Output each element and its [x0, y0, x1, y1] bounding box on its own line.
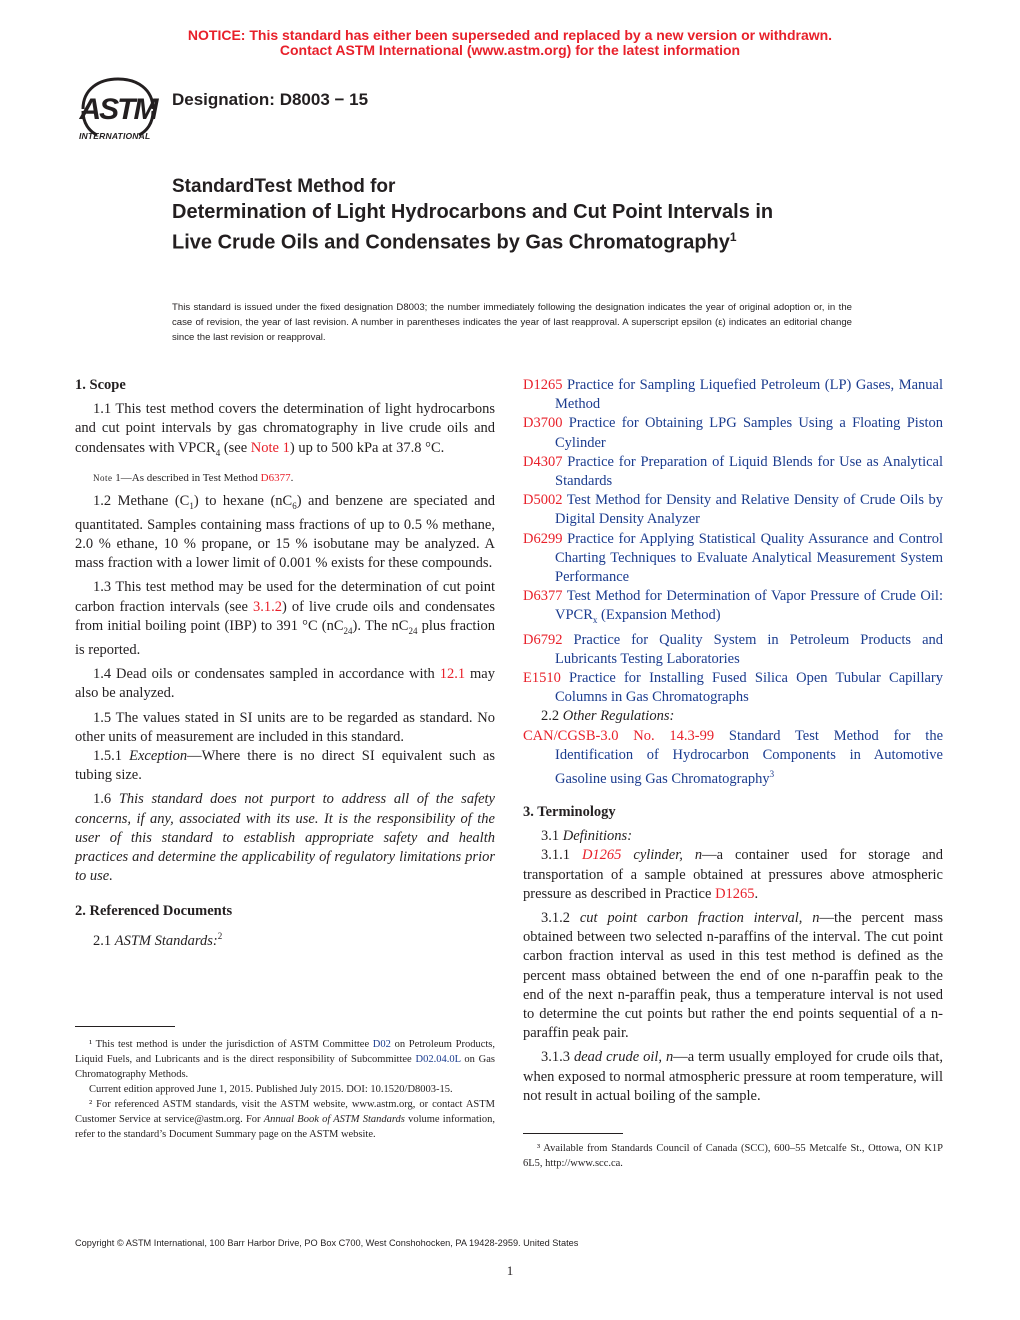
reference-item — [523, 530, 943, 588]
ref-code-link[interactable]: D6792 — [523, 631, 563, 648]
title-main: Determination of Light Hydrocarbons and Cut Point Intervals in Live Crude Oils and Condensates by Gas Chromatography — [172, 201, 774, 254]
document-title — [172, 200, 792, 256]
para-1-5-1: 1.5.1 Exception—Where there is no direct SI equivalent such as tubing size. — [75, 747, 495, 784]
designation — [172, 90, 368, 110]
ref-code-link[interactable]: D6377 — [523, 588, 563, 605]
ref-title-link[interactable]: Practice for Obtaining LPG Samples Using a Floating Piston Cylinder — [555, 415, 943, 451]
ref-code-link[interactable]: D6299 — [523, 530, 563, 547]
notice-line-1: NOTICE: This standard has either been superseded and replaced by a new version or withdrawn. — [187, 27, 833, 43]
ref-title-link[interactable]: Test Method for Determination of Vapor Pressure of Crude Oil: $VPCR_x$ (Expansion Method) — [555, 588, 943, 626]
reference-item — [523, 669, 943, 707]
link-d02-04-0l[interactable]: D02.04.0L — [415, 1054, 461, 1065]
reference-list — [523, 376, 943, 707]
right-column — [523, 376, 943, 1106]
reference-item — [523, 631, 943, 669]
reference-item-can — [523, 727, 943, 789]
reference-item — [523, 376, 943, 414]
link-note-1[interactable]: Note 1 — [250, 439, 290, 456]
copyright: Copyright © ASTM International, 100 Barr Harbor Drive, PO Box C700, West Conshohocken, PA 19428-2959. United States — [75, 1238, 579, 1248]
footnote-rule-right — [523, 1133, 623, 1134]
footnote-2: ² For referenced ASTM standards, visit the ASTM website, www.astm.org, or contact ASTM Customer Service at service@astm.org. For Annual Book of ASTM Standards volume information, refer to the standard’s Document Summary page on the ASTM website. — [75, 1099, 495, 1140]
section-heading-terminology: 3. Terminology — [523, 803, 616, 820]
footnote-3: ³ Available from Standards Council of Canada (SCC), 600–55 Metcalfe St., Ottowa, ON K1P 6L5, http://www.scc.ca. — [523, 1143, 943, 1169]
para-1-5: 1.5 The values stated in SI units are to be regarded as standard. No other units of measurement are included in this standard. — [75, 709, 495, 745]
ref-code-link[interactable]: D4307 — [523, 453, 563, 470]
para-1-3: 1.3 This test method may be used for the determination of cut point carbon fraction intervals (see 3.1.2) of live crude oils and condensates from initial boiling point (IBP) to 391 °C $(nC_{24})$. The $nC_{24}$ plus fraction is reported. — [75, 579, 495, 658]
title-footnote-mark: 1 — [729, 230, 737, 244]
para-3-1-1: 3.1.1 D1265 cylinder, n—a container used for storage and transportation of a sample obtained at pressures above atmospheric pressure as described in Practice D1265. — [523, 847, 943, 902]
note-1: Note 1—As described in Test Method D6377. — [93, 471, 294, 484]
designation-label: Designation: — [172, 90, 275, 109]
para-3-1-3: 3.1.3 dead crude oil, n—a term usually employed for crude oils that, when exposed to normal atmospheric pressure at room temperature, will not result in actual boiling of the sample. — [523, 1049, 943, 1104]
reference-item — [523, 491, 943, 529]
footnote-rule-left — [75, 1026, 175, 1027]
astm-mark: ASTM — [79, 93, 157, 126]
ref-code-link-can[interactable]: CAN/CGSB-3.0 No. 14.3-99 — [523, 727, 715, 744]
ref-title-link-can[interactable]: Standard Test Method for the Identification of Hydrocarbon Components in Automotive Gasoline using Gas Chromatography$^3$ — [555, 727, 943, 787]
issued-note: This standard is issued under the fixed designation D8003; the number immediately following the designation indicates the year of original adoption or, in the case of revision, the year of last revision. A number in parentheses indicates the year of last reapproval. A superscript epsilon (ε) indicates an editorial change since the last revision or reapproval. — [172, 302, 852, 343]
title-line-1: StandardTest Method for — [172, 176, 396, 197]
footnotes-left — [75, 1037, 495, 1142]
link-3-1-2[interactable]: 3.1.2 — [252, 598, 282, 615]
page-number: 1 — [506, 1263, 514, 1278]
ref-title-link[interactable]: Practice for Installing Fused Silica Open Tubular Capillary Columns in Gas Chromatographs — [555, 669, 943, 706]
section-heading-referenced-documents: 2. Referenced Documents — [75, 903, 233, 920]
designation-number: D8003 − 15 — [279, 90, 369, 109]
reference-item — [523, 414, 943, 452]
ref-code-link[interactable]: D1265 — [523, 377, 563, 393]
ref-title-link[interactable]: Practice for Sampling Liquefied Petroleum (LP) Gases, Manual Method — [555, 377, 943, 413]
ref-code-link[interactable]: D5002 — [523, 492, 563, 509]
notice-line-2: Contact ASTM International (www.astm.org) for the latest information — [279, 42, 741, 58]
para-3-1-2: 3.1.2 cut point carbon fraction interval, n—the percent mass obtained between two selected n-paraffins of the interval. The cut point carbon fraction interval as used in this test method is defined as the percent mass obtained between the end of one n-paraffin peak to the end of the next n-paraffin peak, thus a temperature interval is not used to determine the cut points but rather the end points sequential of a n-paraffin peak pair. — [523, 910, 943, 1042]
ref-title-link[interactable]: Practice for Applying Statistical Quality Assurance and Control Charting Techniques to Evaluate Analytical Measurement System Performance — [555, 530, 943, 586]
para-2-2: 2.2 Other Regulations: — [541, 708, 675, 725]
link-12-1[interactable]: 12.1 — [439, 666, 466, 683]
link-d1265-term[interactable]: D1265 — [581, 847, 622, 864]
para-1-2: 1.2 Methane $(C_1)$ to hexane $(nC_6)$ and benzene are speciated and quantitated. Samples containing mass fractions of up to 0.5 % methane, 2.0 % ethane, 10 % propane, or 15 % isobutane may be analyzed. A mass fraction with a lower limit of 0.001 % exists for these compounds. — [75, 492, 496, 572]
footnote-1: ¹ This test method is under the jurisdiction of ASTM Committee D02 on Petroleum Products, Liquid Fuels, and Lubricants and is the direct responsibility of Subcommittee D02.04.0L on Gas Chromatography Methods. — [75, 1039, 495, 1080]
ref-code-link[interactable]: E1510 — [523, 669, 561, 686]
section-heading-scope: 1. Scope — [75, 377, 126, 393]
para-3-1: 3.1 Definitions: — [541, 828, 633, 845]
ref-title-link[interactable]: Practice for Preparation of Liquid Blends for Use as Analytical Standards — [555, 453, 943, 490]
link-d02[interactable]: D02 — [372, 1039, 391, 1050]
footnote-1-edition: Current edition approved June 1, 2015. Published July 2015. DOI: 10.1520/D8003-15. — [89, 1084, 453, 1095]
ref-title-link[interactable]: Test Method for Density and Relative Density of Crude Oils by Digital Density Analyzer — [555, 492, 943, 528]
ref-title-link[interactable]: Practice for Quality System in Petroleum Products and Lubricants Testing Laboratories — [555, 631, 943, 667]
para-1-6: 1.6 This standard does not purport to address all of the safety concerns, if any, associated with its use. It is the responsibility of the user of this standard to establish appropriate safety and health practices and determine the applicability of regulatory limitations prior to use. — [75, 791, 495, 885]
left-column — [75, 376, 495, 951]
link-d6377[interactable]: D6377 — [260, 471, 291, 484]
link-d1265-practice[interactable]: D1265 — [715, 885, 755, 902]
para-2-1: 2.1 ASTM Standards:$^2$ — [93, 930, 223, 949]
footnotes-right — [523, 1141, 943, 1171]
logo-text: INTERNATIONAL — [79, 131, 151, 141]
ref-code-link[interactable]: D3700 — [523, 415, 563, 432]
reference-item — [523, 587, 943, 630]
reference-item — [523, 453, 943, 491]
para-1-1: 1.1 This test method covers the determination of light hydrocarbons and cut point intervals by gas chromatography in live crude oils and condensates with $VPCR_4$ (see Note 1) up to 500 kPa at 37.8 °C. — [75, 401, 495, 458]
para-1-4: 1.4 Dead oils or condensates sampled in accordance with 12.1 may also be analyzed. — [75, 666, 495, 702]
